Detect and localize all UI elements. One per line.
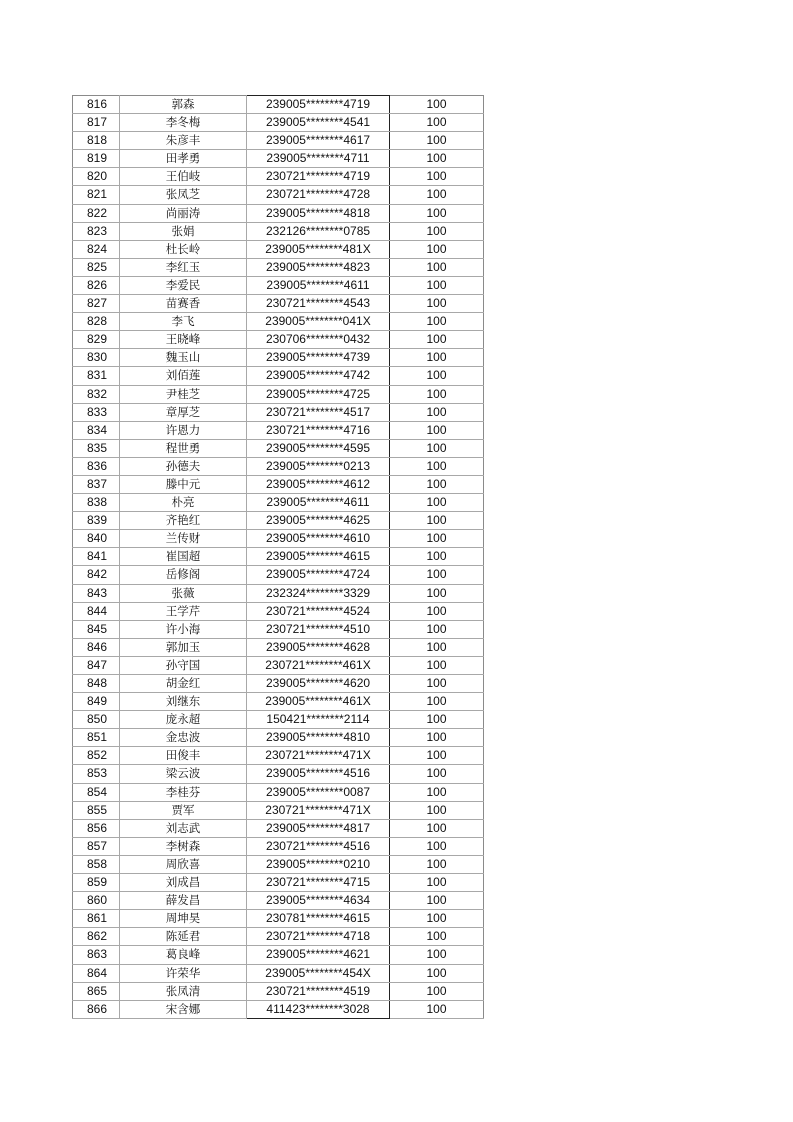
amount-cell: 100 bbox=[390, 222, 484, 240]
table-row bbox=[73, 186, 484, 204]
id-number-cell: 239005********4719 bbox=[247, 96, 390, 114]
id-number-cell: 239005********4818 bbox=[247, 204, 390, 222]
id-number-cell: 230721********4543 bbox=[247, 295, 390, 313]
table-row bbox=[73, 892, 484, 910]
id-number-cell: 239005********481X bbox=[247, 240, 390, 258]
id-number-cell: 239005********4516 bbox=[247, 765, 390, 783]
amount-cell: 100 bbox=[390, 240, 484, 258]
id-number-cell: 239005********4634 bbox=[247, 892, 390, 910]
row-number-cell: 834 bbox=[73, 421, 120, 439]
table-row bbox=[73, 132, 484, 150]
id-number-cell: 230721********4719 bbox=[247, 168, 390, 186]
person-name-cell: 王晓峰 bbox=[120, 331, 247, 349]
row-number-cell: 816 bbox=[73, 96, 120, 114]
row-number-cell: 847 bbox=[73, 656, 120, 674]
amount-cell: 100 bbox=[390, 186, 484, 204]
row-number-cell: 850 bbox=[73, 711, 120, 729]
amount-cell: 100 bbox=[390, 819, 484, 837]
table-row bbox=[73, 295, 484, 313]
amount-cell: 100 bbox=[390, 385, 484, 403]
amount-cell: 100 bbox=[390, 801, 484, 819]
id-number-cell: 150421********2114 bbox=[247, 711, 390, 729]
amount-cell: 100 bbox=[390, 1000, 484, 1018]
id-number-cell: 230721********4519 bbox=[247, 982, 390, 1000]
table-row bbox=[73, 693, 484, 711]
table-row bbox=[73, 964, 484, 982]
row-number-cell: 821 bbox=[73, 186, 120, 204]
row-number-cell: 836 bbox=[73, 457, 120, 475]
id-number-cell: 239005********4739 bbox=[247, 349, 390, 367]
person-name-cell: 薛发昌 bbox=[120, 892, 247, 910]
amount-cell: 100 bbox=[390, 114, 484, 132]
row-number-cell: 823 bbox=[73, 222, 120, 240]
person-name-cell: 刘成昌 bbox=[120, 874, 247, 892]
table-row bbox=[73, 258, 484, 276]
table-row bbox=[73, 801, 484, 819]
id-number-cell: 230721********4715 bbox=[247, 874, 390, 892]
table-row bbox=[73, 439, 484, 457]
table-row bbox=[73, 819, 484, 837]
person-name-cell: 孙守国 bbox=[120, 656, 247, 674]
row-number-cell: 848 bbox=[73, 675, 120, 693]
row-number-cell: 822 bbox=[73, 204, 120, 222]
table-row bbox=[73, 747, 484, 765]
amount-cell: 100 bbox=[390, 494, 484, 512]
row-number-cell: 837 bbox=[73, 475, 120, 493]
person-name-cell: 郭加玉 bbox=[120, 638, 247, 656]
person-name-cell: 陈延君 bbox=[120, 928, 247, 946]
id-number-cell: 230721********4718 bbox=[247, 928, 390, 946]
id-number-cell: 230706********0432 bbox=[247, 331, 390, 349]
roster-table bbox=[72, 95, 484, 1019]
person-name-cell: 胡金红 bbox=[120, 675, 247, 693]
row-number-cell: 838 bbox=[73, 494, 120, 512]
id-number-cell: 239005********4711 bbox=[247, 150, 390, 168]
table-row bbox=[73, 421, 484, 439]
amount-cell: 100 bbox=[390, 313, 484, 331]
amount-cell: 100 bbox=[390, 512, 484, 530]
person-name-cell: 滕中元 bbox=[120, 475, 247, 493]
row-number-cell: 844 bbox=[73, 602, 120, 620]
table-row bbox=[73, 385, 484, 403]
row-number-cell: 861 bbox=[73, 910, 120, 928]
person-name-cell: 尹桂芝 bbox=[120, 385, 247, 403]
amount-cell: 100 bbox=[390, 96, 484, 114]
person-name-cell: 周坤昊 bbox=[120, 910, 247, 928]
id-number-cell: 239005********4724 bbox=[247, 566, 390, 584]
id-number-cell: 230721********4516 bbox=[247, 837, 390, 855]
table-row bbox=[73, 240, 484, 258]
person-name-cell: 田孝勇 bbox=[120, 150, 247, 168]
person-name-cell: 兰传财 bbox=[120, 530, 247, 548]
table-row bbox=[73, 367, 484, 385]
person-name-cell: 尚丽涛 bbox=[120, 204, 247, 222]
amount-cell: 100 bbox=[390, 530, 484, 548]
id-number-cell: 239005********4810 bbox=[247, 729, 390, 747]
row-number-cell: 855 bbox=[73, 801, 120, 819]
roster-body bbox=[73, 96, 484, 1019]
row-number-cell: 864 bbox=[73, 964, 120, 982]
person-name-cell: 李冬梅 bbox=[120, 114, 247, 132]
row-number-cell: 858 bbox=[73, 855, 120, 873]
person-name-cell: 郭森 bbox=[120, 96, 247, 114]
id-number-cell: 239005********4620 bbox=[247, 675, 390, 693]
row-number-cell: 817 bbox=[73, 114, 120, 132]
amount-cell: 100 bbox=[390, 367, 484, 385]
row-number-cell: 835 bbox=[73, 439, 120, 457]
table-row bbox=[73, 783, 484, 801]
person-name-cell: 章厚芝 bbox=[120, 403, 247, 421]
amount-cell: 100 bbox=[390, 910, 484, 928]
id-number-cell: 239005********4595 bbox=[247, 439, 390, 457]
person-name-cell: 李树森 bbox=[120, 837, 247, 855]
person-name-cell: 魏玉山 bbox=[120, 349, 247, 367]
id-number-cell: 239005********454X bbox=[247, 964, 390, 982]
row-number-cell: 857 bbox=[73, 837, 120, 855]
id-number-cell: 230721********4728 bbox=[247, 186, 390, 204]
row-number-cell: 851 bbox=[73, 729, 120, 747]
row-number-cell: 831 bbox=[73, 367, 120, 385]
row-number-cell: 863 bbox=[73, 946, 120, 964]
person-name-cell: 程世勇 bbox=[120, 439, 247, 457]
row-number-cell: 824 bbox=[73, 240, 120, 258]
amount-cell: 100 bbox=[390, 602, 484, 620]
person-name-cell: 张凤芝 bbox=[120, 186, 247, 204]
row-number-cell: 862 bbox=[73, 928, 120, 946]
amount-cell: 100 bbox=[390, 548, 484, 566]
amount-cell: 100 bbox=[390, 421, 484, 439]
row-number-cell: 829 bbox=[73, 331, 120, 349]
row-number-cell: 839 bbox=[73, 512, 120, 530]
person-name-cell: 张薇 bbox=[120, 584, 247, 602]
amount-cell: 100 bbox=[390, 693, 484, 711]
amount-cell: 100 bbox=[390, 711, 484, 729]
row-number-cell: 849 bbox=[73, 693, 120, 711]
table-row bbox=[73, 204, 484, 222]
table-row bbox=[73, 475, 484, 493]
amount-cell: 100 bbox=[390, 295, 484, 313]
table-row bbox=[73, 150, 484, 168]
amount-cell: 100 bbox=[390, 150, 484, 168]
amount-cell: 100 bbox=[390, 638, 484, 656]
id-number-cell: 230781********4615 bbox=[247, 910, 390, 928]
person-name-cell: 刘佰莲 bbox=[120, 367, 247, 385]
table-row bbox=[73, 349, 484, 367]
id-number-cell: 239005********0210 bbox=[247, 855, 390, 873]
id-number-cell: 230721********4517 bbox=[247, 403, 390, 421]
table-row bbox=[73, 874, 484, 892]
table-row bbox=[73, 982, 484, 1000]
id-number-cell: 239005********4625 bbox=[247, 512, 390, 530]
person-name-cell: 王学芹 bbox=[120, 602, 247, 620]
id-number-cell: 239005********0087 bbox=[247, 783, 390, 801]
amount-cell: 100 bbox=[390, 457, 484, 475]
id-number-cell: 232324********3329 bbox=[247, 584, 390, 602]
row-number-cell: 843 bbox=[73, 584, 120, 602]
table-row bbox=[73, 494, 484, 512]
person-name-cell: 葛良峰 bbox=[120, 946, 247, 964]
amount-cell: 100 bbox=[390, 874, 484, 892]
table-row bbox=[73, 313, 484, 331]
row-number-cell: 846 bbox=[73, 638, 120, 656]
row-number-cell: 866 bbox=[73, 1000, 120, 1018]
person-name-cell: 许恩力 bbox=[120, 421, 247, 439]
table-row bbox=[73, 548, 484, 566]
amount-cell: 100 bbox=[390, 349, 484, 367]
id-number-cell: 230721********4716 bbox=[247, 421, 390, 439]
table-row bbox=[73, 928, 484, 946]
id-number-cell: 239005********4742 bbox=[247, 367, 390, 385]
table-row bbox=[73, 602, 484, 620]
table-row bbox=[73, 457, 484, 475]
amount-cell: 100 bbox=[390, 566, 484, 584]
row-number-cell: 832 bbox=[73, 385, 120, 403]
person-name-cell: 庞永超 bbox=[120, 711, 247, 729]
table-row bbox=[73, 656, 484, 674]
person-name-cell: 岳修阁 bbox=[120, 566, 247, 584]
id-number-cell: 239005********041X bbox=[247, 313, 390, 331]
id-number-cell: 230721********4524 bbox=[247, 602, 390, 620]
row-number-cell: 852 bbox=[73, 747, 120, 765]
person-name-cell: 刘继东 bbox=[120, 693, 247, 711]
table-row bbox=[73, 638, 484, 656]
person-name-cell: 许荣华 bbox=[120, 964, 247, 982]
person-name-cell: 宋含娜 bbox=[120, 1000, 247, 1018]
person-name-cell: 梁云波 bbox=[120, 765, 247, 783]
row-number-cell: 819 bbox=[73, 150, 120, 168]
table-row bbox=[73, 331, 484, 349]
amount-cell: 100 bbox=[390, 132, 484, 150]
table-row bbox=[73, 620, 484, 638]
person-name-cell: 李爱民 bbox=[120, 276, 247, 294]
id-number-cell: 239005********0213 bbox=[247, 457, 390, 475]
person-name-cell: 崔国超 bbox=[120, 548, 247, 566]
amount-cell: 100 bbox=[390, 837, 484, 855]
table-row bbox=[73, 530, 484, 548]
id-number-cell: 239005********4617 bbox=[247, 132, 390, 150]
person-name-cell: 田俊丰 bbox=[120, 747, 247, 765]
amount-cell: 100 bbox=[390, 656, 484, 674]
person-name-cell: 金忠波 bbox=[120, 729, 247, 747]
table-row bbox=[73, 910, 484, 928]
id-number-cell: 239005********461X bbox=[247, 693, 390, 711]
amount-cell: 100 bbox=[390, 620, 484, 638]
amount-cell: 100 bbox=[390, 982, 484, 1000]
amount-cell: 100 bbox=[390, 439, 484, 457]
table-row bbox=[73, 711, 484, 729]
person-name-cell: 周欣喜 bbox=[120, 855, 247, 873]
person-name-cell: 王伯岐 bbox=[120, 168, 247, 186]
person-name-cell: 刘志武 bbox=[120, 819, 247, 837]
table-row bbox=[73, 512, 484, 530]
amount-cell: 100 bbox=[390, 168, 484, 186]
person-name-cell: 李红玉 bbox=[120, 258, 247, 276]
id-number-cell: 239005********4823 bbox=[247, 258, 390, 276]
id-number-cell: 239005********4541 bbox=[247, 114, 390, 132]
id-number-cell: 239005********4615 bbox=[247, 548, 390, 566]
id-number-cell: 239005********4725 bbox=[247, 385, 390, 403]
amount-cell: 100 bbox=[390, 747, 484, 765]
table-row bbox=[73, 403, 484, 421]
amount-cell: 100 bbox=[390, 331, 484, 349]
row-number-cell: 825 bbox=[73, 258, 120, 276]
table-row bbox=[73, 276, 484, 294]
person-name-cell: 朴亮 bbox=[120, 494, 247, 512]
amount-cell: 100 bbox=[390, 729, 484, 747]
person-name-cell: 贾军 bbox=[120, 801, 247, 819]
id-number-cell: 411423********3028 bbox=[247, 1000, 390, 1018]
amount-cell: 100 bbox=[390, 928, 484, 946]
table-row bbox=[73, 1000, 484, 1018]
row-number-cell: 820 bbox=[73, 168, 120, 186]
table-row bbox=[73, 837, 484, 855]
amount-cell: 100 bbox=[390, 675, 484, 693]
person-name-cell: 孙德夫 bbox=[120, 457, 247, 475]
table-row bbox=[73, 584, 484, 602]
amount-cell: 100 bbox=[390, 964, 484, 982]
person-name-cell: 齐艳红 bbox=[120, 512, 247, 530]
row-number-cell: 842 bbox=[73, 566, 120, 584]
person-name-cell: 苗赛香 bbox=[120, 295, 247, 313]
table-row bbox=[73, 765, 484, 783]
row-number-cell: 818 bbox=[73, 132, 120, 150]
table-row bbox=[73, 675, 484, 693]
person-name-cell: 李桂芬 bbox=[120, 783, 247, 801]
row-number-cell: 853 bbox=[73, 765, 120, 783]
table-row bbox=[73, 222, 484, 240]
amount-cell: 100 bbox=[390, 946, 484, 964]
table-row bbox=[73, 946, 484, 964]
id-number-cell: 239005********4612 bbox=[247, 475, 390, 493]
person-name-cell: 李飞 bbox=[120, 313, 247, 331]
row-number-cell: 841 bbox=[73, 548, 120, 566]
table-row bbox=[73, 114, 484, 132]
id-number-cell: 239005********4628 bbox=[247, 638, 390, 656]
id-number-cell: 230721********4510 bbox=[247, 620, 390, 638]
id-number-cell: 232126********0785 bbox=[247, 222, 390, 240]
table-row bbox=[73, 729, 484, 747]
row-number-cell: 854 bbox=[73, 783, 120, 801]
table-row bbox=[73, 566, 484, 584]
row-number-cell: 826 bbox=[73, 276, 120, 294]
table-row bbox=[73, 168, 484, 186]
amount-cell: 100 bbox=[390, 892, 484, 910]
amount-cell: 100 bbox=[390, 258, 484, 276]
id-number-cell: 239005********4817 bbox=[247, 819, 390, 837]
person-name-cell: 张凤清 bbox=[120, 982, 247, 1000]
table-row bbox=[73, 855, 484, 873]
table-row bbox=[73, 96, 484, 114]
id-number-cell: 230721********471X bbox=[247, 747, 390, 765]
amount-cell: 100 bbox=[390, 765, 484, 783]
id-number-cell: 230721********471X bbox=[247, 801, 390, 819]
row-number-cell: 860 bbox=[73, 892, 120, 910]
amount-cell: 100 bbox=[390, 204, 484, 222]
row-number-cell: 840 bbox=[73, 530, 120, 548]
id-number-cell: 239005********4611 bbox=[247, 494, 390, 512]
row-number-cell: 827 bbox=[73, 295, 120, 313]
row-number-cell: 833 bbox=[73, 403, 120, 421]
person-name-cell: 张娟 bbox=[120, 222, 247, 240]
amount-cell: 100 bbox=[390, 584, 484, 602]
amount-cell: 100 bbox=[390, 855, 484, 873]
amount-cell: 100 bbox=[390, 475, 484, 493]
amount-cell: 100 bbox=[390, 276, 484, 294]
row-number-cell: 830 bbox=[73, 349, 120, 367]
row-number-cell: 845 bbox=[73, 620, 120, 638]
person-name-cell: 朱彦丰 bbox=[120, 132, 247, 150]
id-number-cell: 239005********4621 bbox=[247, 946, 390, 964]
row-number-cell: 865 bbox=[73, 982, 120, 1000]
person-name-cell: 杜长岭 bbox=[120, 240, 247, 258]
row-number-cell: 856 bbox=[73, 819, 120, 837]
row-number-cell: 859 bbox=[73, 874, 120, 892]
amount-cell: 100 bbox=[390, 403, 484, 421]
amount-cell: 100 bbox=[390, 783, 484, 801]
id-number-cell: 239005********4611 bbox=[247, 276, 390, 294]
person-name-cell: 许小海 bbox=[120, 620, 247, 638]
row-number-cell: 828 bbox=[73, 313, 120, 331]
id-number-cell: 230721********461X bbox=[247, 656, 390, 674]
id-number-cell: 239005********4610 bbox=[247, 530, 390, 548]
